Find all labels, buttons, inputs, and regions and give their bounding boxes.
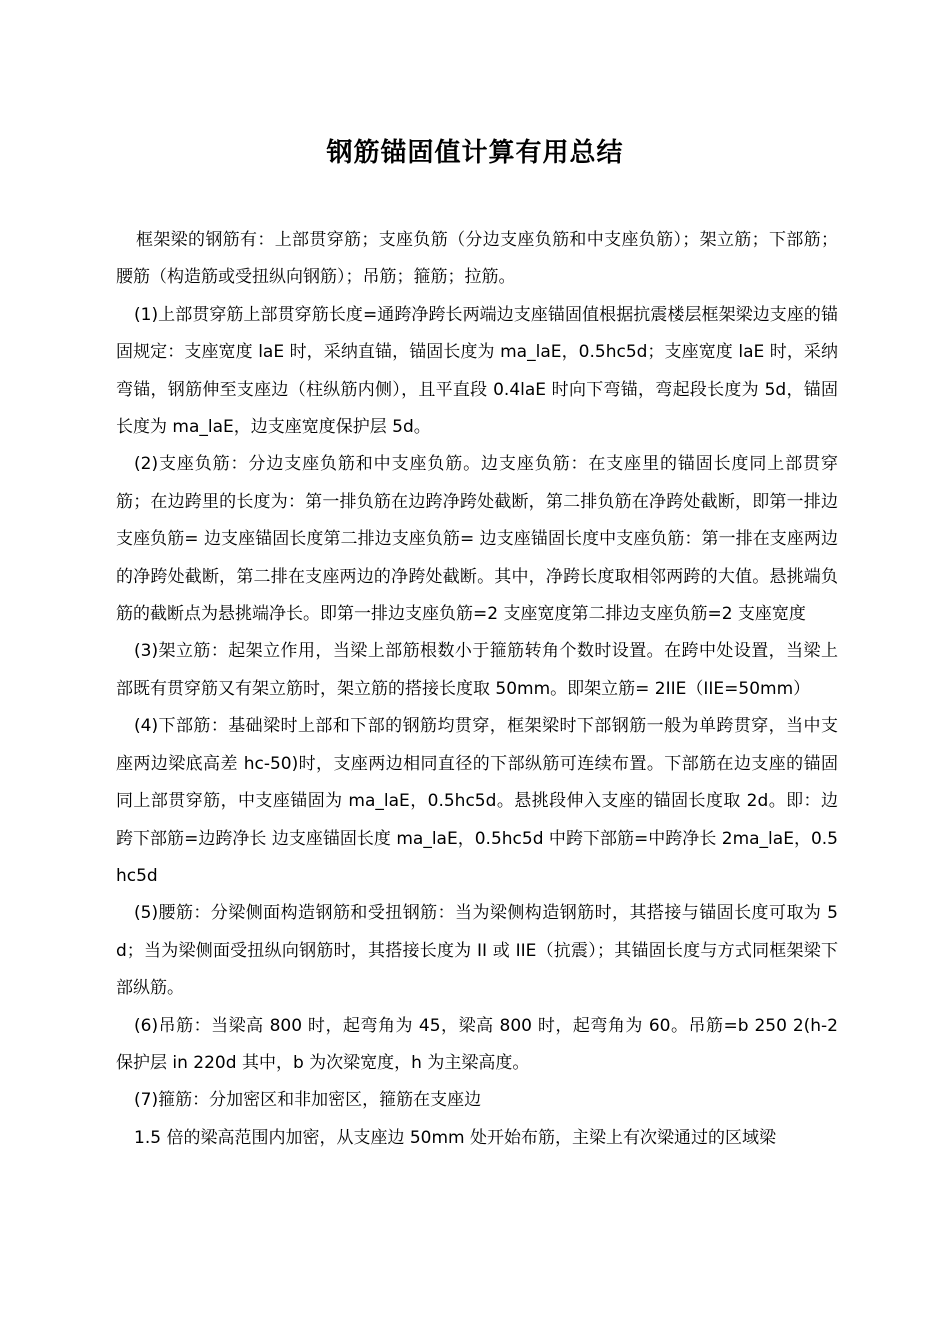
- document-body: [116, 222, 838, 1157]
- paragraph-waist-bar: (5)腰筋：分梁侧面构造钢筋和受扭钢筋：当为梁侧构造钢筋时，其搭接与锚固长度可取为 5d；当为梁侧面受扭纵向钢筋时，其搭接长度为 II 或 IIE（抗震）；其锚固长度与方式同框架梁下部纵筋。: [116, 903, 838, 999]
- paragraph-stirrup-continued: 1.5 倍的梁高范围内加密，从支座边 50mm 处开始布筋，主梁上有次梁通过的区域梁: [134, 1127, 776, 1148]
- paragraph-intro: 框架梁的钢筋有：上部贯穿筋；支座负筋（分边支座负筋和中支座负筋）；架立筋；下部筋；腰筋（构造筋或受扭纵向钢筋）；吊筋；箍筋；拉筋。: [116, 230, 838, 288]
- paragraph-top-through-bar: (1)上部贯穿筋上部贯穿筋长度=通跨净跨长两端边支座锚固值根据抗震楼层框架梁边支座的锚固规定：支座宽度 laE 时，采纳直锚，锚固长度为 ma_laE，0.5hc5d；支座宽度 laE 时，采纳弯锚，钢筋伸至支座边（柱纵筋内侧），且平直段 0.4laE 时向下弯锚，弯起段长度为 5d，锚固长度为 ma_laE，边支座宽度保护层 5d。: [116, 304, 838, 438]
- paragraph-hanger-bar: (6)吊筋：当梁高 800 时，起弯角为 45，梁高 800 时，起弯角为 60。吊筋=b 250 2(h-2 保护层 in 220d 其中，b 为次梁宽度，h 为主梁高度。: [116, 1015, 838, 1073]
- paragraph-support-negative-bar: (2)支座负筋：分边支座负筋和中支座负筋。边支座负筋：在支座里的锚固长度同上部贯穿筋；在边跨里的长度为：第一排负筋在边跨净跨处截断，第二排负筋在净跨处截断，即第一排边支座负筋= 边支座锚固长度第二排边支座负筋= 边支座锚固长度中支座负筋：第一排在支座两边的净跨处截断，第二排在支座两边的净跨处截断。其中，净跨长度取相邻两跨的大值。悬挑端负筋的截断点为悬挑端净长。即第一排边支座负筋=2 支座宽度第二排边支座负筋=2 支座宽度: [116, 454, 838, 625]
- paragraph-stirrup: (7)箍筋：分加密区和非加密区，箍筋在支座边: [134, 1090, 482, 1111]
- document-title: 钢筋锚固值计算有用总结: [326, 138, 624, 168]
- paragraph-erection-bar: (3)架立筋：起架立作用，当梁上部筋根数小于箍筋转角个数时设置。在跨中处设置，当梁上部既有贯穿筋又有架立筋时，架立筋的搭接长度取 50mm。即架立筋= 2IIE（IIE=50mm）: [116, 641, 838, 699]
- paragraph-bottom-bar: (4)下部筋：基础梁时上部和下部的钢筋均贯穿，框架梁时下部钢筋一般为单跨贯穿，当中支座两边梁底高差 hc-50)时，支座两边相同直径的下部纵筋可连续布置。下部筋在边支座的锚固同上部贯穿筋，中支座锚固为 ma_laE，0.5hc5d。悬挑段伸入支座的锚固长度取 2d。即：边跨下部筋=边跨净长 边支座锚固长度 ma_laE，0.5hc5d 中跨下部筋=中跨净长 2ma_laE，0.5hc5d: [116, 716, 838, 886]
